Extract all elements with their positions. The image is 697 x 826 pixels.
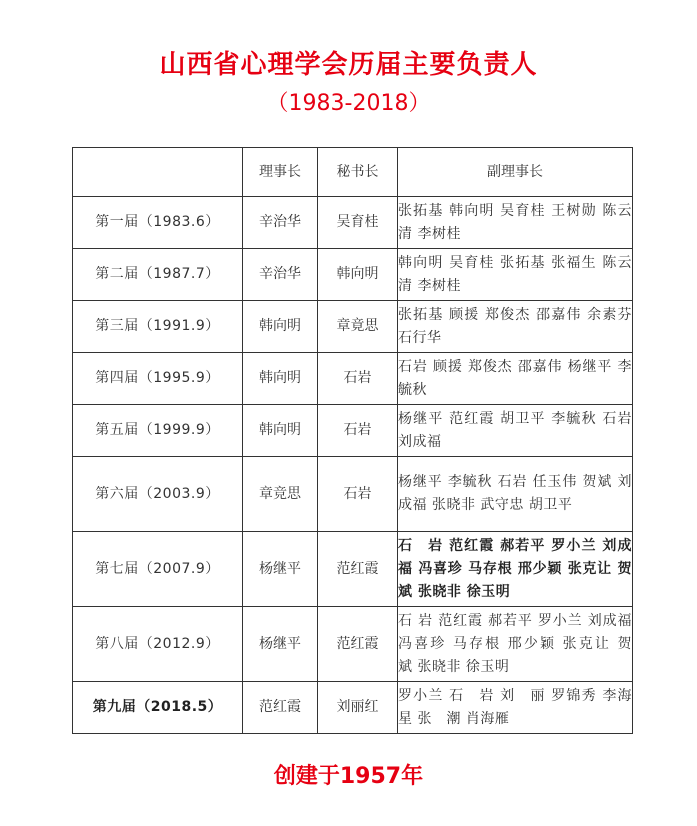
vice-chairmen-cell: 杨继平 范红霞 胡卫平 李毓秋 石岩 刘成福 bbox=[398, 405, 633, 457]
secretary-cell: 章竟思 bbox=[318, 301, 398, 353]
chairman-cell: 韩向明 bbox=[243, 405, 318, 457]
term-cell: 第三届（1991.9） bbox=[73, 301, 243, 353]
vice-chairmen-cell: 石 岩 范红霞 郝若平 罗小兰 刘成福 冯喜珍 马存根 邢少颖 张克让 贺 斌 张晓非 徐玉明 bbox=[398, 532, 633, 607]
term-cell: 第八届（2012.9） bbox=[73, 607, 243, 682]
table-row bbox=[73, 532, 633, 607]
founded-note: 创建于1957年 bbox=[273, 764, 424, 789]
term-cell: 第六届（2003.9） bbox=[73, 457, 243, 532]
term-cell: 第一届（1983.6） bbox=[73, 197, 243, 249]
table-row bbox=[73, 197, 633, 249]
chairman-cell: 韩向明 bbox=[243, 301, 318, 353]
chairman-cell: 范红霞 bbox=[243, 682, 318, 734]
vice-chairmen-cell: 韩向明 吴育桂 张拓基 张福生 陈云清 李树桂 bbox=[398, 249, 633, 301]
secretary-cell: 韩向明 bbox=[318, 249, 398, 301]
term-cell: 第九届（2018.5） bbox=[73, 682, 243, 734]
term-cell: 第七届（2007.9） bbox=[73, 532, 243, 607]
secretary-cell: 吴育桂 bbox=[318, 197, 398, 249]
page-title: 山西省心理学会历届主要负责人 bbox=[159, 50, 538, 80]
vice-chairmen-cell: 张拓基 韩向明 吴育桂 王树勋 陈云清 李树桂 bbox=[398, 197, 633, 249]
table-row bbox=[73, 353, 633, 405]
vice-chairmen-cell: 罗小兰 石 岩 刘 丽 罗锦秀 李海星 张 潮 肖海雁 bbox=[398, 682, 633, 734]
secretary-cell: 石岩 bbox=[318, 457, 398, 532]
header-term bbox=[73, 148, 243, 197]
table-row bbox=[73, 405, 633, 457]
chairman-cell: 辛治华 bbox=[243, 249, 318, 301]
vice-chairmen-cell: 石 岩 范红霞 郝若平 罗小兰 刘成福 冯喜珍 马存根 邢少颖 张克让 贺 斌 张晓非 徐玉明 bbox=[398, 607, 633, 682]
table-row bbox=[73, 301, 633, 353]
table-row bbox=[73, 607, 633, 682]
table-row bbox=[73, 249, 633, 301]
table-row bbox=[73, 457, 633, 532]
secretary-cell: 石岩 bbox=[318, 353, 398, 405]
secretary-cell: 石岩 bbox=[318, 405, 398, 457]
secretary-cell: 范红霞 bbox=[318, 532, 398, 607]
chairman-cell: 辛治华 bbox=[243, 197, 318, 249]
chairman-cell: 韩向明 bbox=[243, 353, 318, 405]
chairman-cell: 杨继平 bbox=[243, 532, 318, 607]
header-vice-chairmen: 副理事长 bbox=[398, 148, 633, 197]
term-cell: 第五届（1999.9） bbox=[73, 405, 243, 457]
vice-chairmen-cell: 杨继平 李毓秋 石岩 任玉伟 贺斌 刘成福 张晓非 武守忠 胡卫平 bbox=[398, 457, 633, 532]
term-cell: 第二届（1987.7） bbox=[73, 249, 243, 301]
secretary-cell: 刘丽红 bbox=[318, 682, 398, 734]
term-cell: 第四届（1995.9） bbox=[73, 353, 243, 405]
vice-chairmen-cell: 张拓基 顾援 郑俊杰 邵嘉伟 余素芬 石行华 bbox=[398, 301, 633, 353]
header-secretary: 秘书长 bbox=[318, 148, 398, 197]
secretary-cell: 范红霞 bbox=[318, 607, 398, 682]
page-subtitle: （1983-2018） bbox=[266, 91, 431, 116]
table-header-row bbox=[73, 148, 633, 197]
leaders-table bbox=[72, 147, 647, 734]
table-row bbox=[73, 682, 633, 734]
chairman-cell: 杨继平 bbox=[243, 607, 318, 682]
vice-chairmen-cell: 石岩 顾援 郑俊杰 邵嘉伟 杨继平 李毓秋 bbox=[398, 353, 633, 405]
header-chairman: 理事长 bbox=[243, 148, 318, 197]
chairman-cell: 章竞思 bbox=[243, 457, 318, 532]
